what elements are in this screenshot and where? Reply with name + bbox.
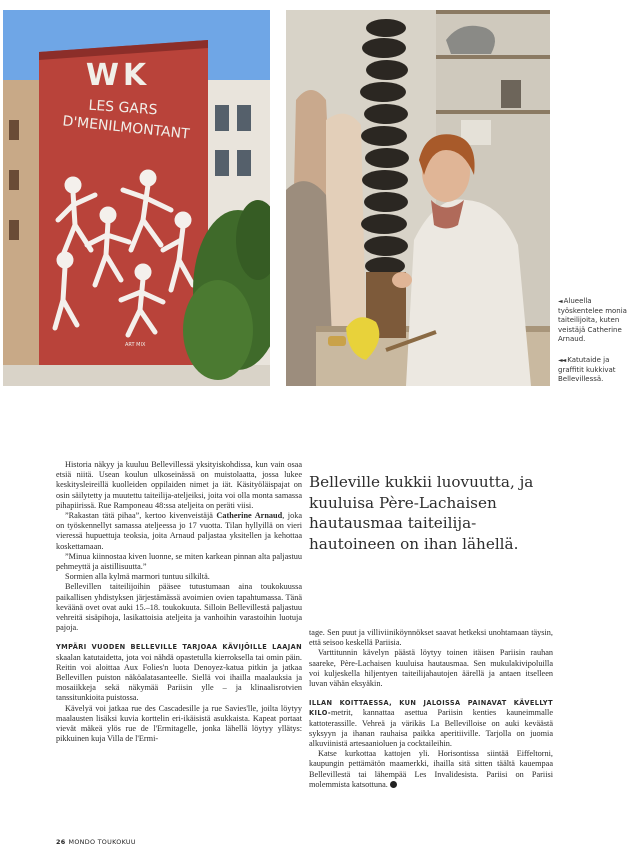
section-lead: ILLAN KOITTAESSA, KUN JALOISSA PAINAVAT KÄVELLYT KILO- bbox=[309, 699, 553, 718]
mural-text-line-1: LES GARS bbox=[88, 97, 158, 119]
caption-arrow-icon: ◄ bbox=[558, 298, 562, 305]
page-footer bbox=[56, 838, 136, 846]
caption-arrow-icon: ◄◄ bbox=[558, 357, 566, 364]
photo-caption-sculptor bbox=[558, 297, 634, 345]
sculptor-illustration bbox=[286, 10, 550, 386]
photo-caption-mural bbox=[558, 356, 634, 385]
body-paragraph: Katse kurkottaa kattojen yli. Horisontissa siintää Eiffeltorni, kaupungin pettämätön maamerkki, ihailla sitä sitten täältä kauempaa Bellevillestä tai lähempää Les Invalidesista. Pariisi on Pariisi molemmista katsottuna. bbox=[309, 749, 553, 789]
pull-quote: Belleville kukkii luovuutta, ja kuuluisa Père-Lachaisen hautausmaa taiteilija-hautoineen on ihan lähellä. bbox=[309, 473, 534, 553]
mural-text-line-2: D'MENILMONTANT bbox=[61, 113, 191, 143]
body-paragraph: Bellevillen taiteilijoihin pääsee tutustumaan aina toukokuussa paikallisen yhdistyksen järjestämässä avoimien ovien tapahtumassa. Tänä keväänä ovet ovat auki 15.–18. toukokuuta. Silloin Bellevillestä paljastuu vehreitä sisäpihoja, lasikattoisia ateljeita ja vanhoihin varastoihin luotuja pajoja. bbox=[56, 582, 302, 633]
body-paragraph: ”Rakastan tätä pihaa”, kertoo kivenveistäjä Catherine Arnaud, joka on työskennellyt samassa ateljeessa jo 17 vuotta. Tilan hyllyillä on vieri vieressä hupuettuja teoksia, joita Arnaud paljastaa yksitellen ja kehottaa koskettamaan. bbox=[56, 511, 302, 551]
page-number: 26 bbox=[56, 838, 66, 846]
article-column-left bbox=[56, 460, 302, 744]
body-paragraph: Varttitunnin kävelyn päästä löytyy toinen itäisen Pariisin rauhan saareke, Père-Lachaisen kuuluisa hautausmaa. Sen mukulakivipoluilla voi kuljeskella hiljentyen taiteilijahautojen äärellä ja antaen itselleen luvan vähän eksyäkin. bbox=[309, 648, 553, 689]
caption-text: Katutaide ja graffitit kukkivat Bellevillessä. bbox=[558, 356, 616, 384]
section-paragraph: YMPÄRI VUODEN BELLEVILLE TARJOAA KÄVIJÖILLE LAAJAN skaalan katutaidetta, jota voi nähdä opastetulla kierroksella tai omin päin. Reitin voi aloittaa Aux Folies'n luota Denoyez-katua pitkin ja jatkaa Bellevillen puiston näköalatasanteelle. Siellä voi ihailla maalauksia ja mosaiikkeja sekä näkymää Pariisin ylle – ja klinaalisrotvien tanssitunkioita puistossa. bbox=[56, 643, 302, 703]
body-paragraph: tage. Sen puut ja villiviiniköynnökset saavat hetkeksi unohtamaan täysin, että seisoo keskellä Pariisia. bbox=[309, 628, 553, 648]
article-column-right bbox=[309, 628, 553, 790]
body-paragraph: Sormien alla kylmä marmori tuntuu silkiltä. bbox=[65, 572, 210, 582]
mural-photo bbox=[3, 10, 270, 386]
body-paragraph: ”Minua kiinnostaa kiven luonne, se miten karkean pinnan alta paljastuu pehmeyttä ja aistillisuutta.” bbox=[56, 551, 302, 572]
section-paragraph: ILLAN KOITTAESSA, KUN JALOISSA PAINAVAT KÄVELLYT KILO-metrit, kannattaa asettua Pariisin kenties kauneimmalle kattoterassille. Vehreä ja värikäs La Bellevilloise on auki keväästä syksyyn ja ihanan rauhaisa paikka aperitiiville. Tarjolla on juomia alkuviinistä artesaanioluen ja cocktaileihin. bbox=[309, 699, 553, 749]
section-lead: YMPÄRI VUODEN BELLEVILLE TARJOAA KÄVIJÖILLE LAAJAN bbox=[56, 643, 302, 652]
sculptor-photo bbox=[286, 10, 550, 386]
mural-tag-text: WK bbox=[85, 58, 151, 93]
body-paragraph: Historia näkyy ja kuuluu Bellevillessä yksityiskohdissa, kun vain osaa etsiä niitä. Usean koulun ulkoseinässä on muistolaatta, jossa lukee keskitysleireillä kuolleiden oppilaiden nimet ja iät. Käsityöläispajat on osin säilytetty ja muutettu taiteilija-ateljeiksi, joita voi olla monta samassa pihapiirissä. Rue Ramponeau 48:ssa ateljeita on peräti viisi. bbox=[56, 460, 302, 510]
body-paragraph: Kävelyä voi jatkaa rue des Cascadesille ja rue Savies'lle, joilta löytyy maalausten lisäksi kuvia korttelin eri-ikäisistä asukkaista. Kapeat portaat vievät mäkeä ylös rue de l'Ermitagelle, jonka lähellä löytyy yllätys: pikkuinen kuja Villa de l'Ermi- bbox=[56, 703, 302, 744]
magazine-issue-label: MONDO TOUKOKUU bbox=[68, 838, 136, 846]
caption-text: Alueella työskentelee monia taiteilijoita, kuten veistäjä Catherine Arnaud. bbox=[558, 297, 627, 344]
end-mark-icon bbox=[390, 781, 397, 788]
mural-signature: ART MIX bbox=[125, 342, 146, 348]
person-name: Catherine Arnaud bbox=[216, 511, 283, 521]
